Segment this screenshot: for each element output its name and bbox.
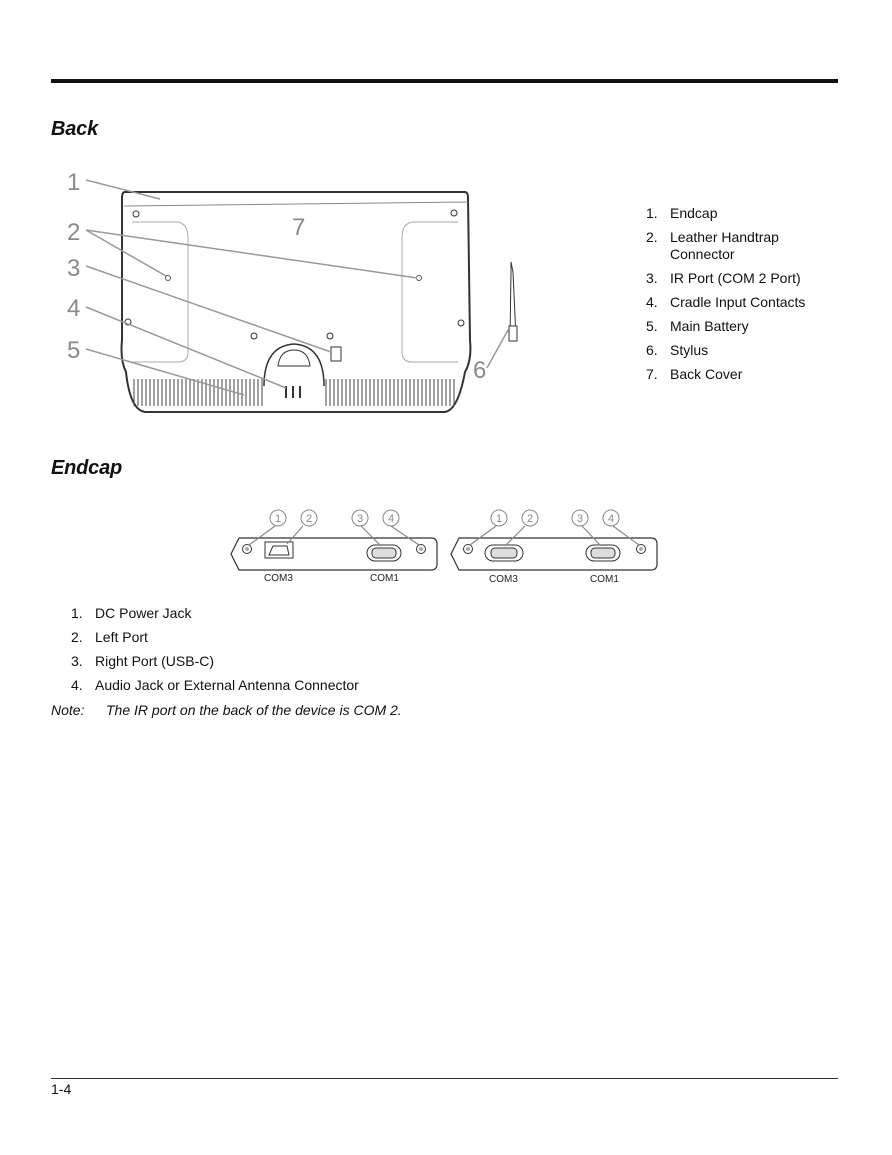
- audio-jack-pin: [639, 547, 643, 551]
- item-label: Audio Jack or External Antenna Connector: [95, 677, 359, 693]
- note: [51, 702, 402, 718]
- item-label: Stylus: [670, 342, 709, 358]
- list-item: [646, 205, 846, 222]
- note-text: The IR port on the back of the device is COM 2.: [106, 702, 402, 718]
- item-number: 3.: [646, 270, 658, 286]
- item-label: IR Port (COM 2 Port): [670, 270, 801, 286]
- right-port-socket: [372, 548, 396, 558]
- endcap-parts-list: [71, 605, 571, 701]
- audio-jack-pin: [419, 547, 423, 551]
- callout-5: 5: [67, 337, 81, 364]
- dc-power-jack-pin: [245, 547, 249, 551]
- back-view-diagram: [50, 160, 520, 420]
- callout-1: 1: [67, 169, 81, 196]
- item-label: Left Port: [95, 629, 148, 645]
- item-number: 3.: [71, 653, 83, 669]
- item-number: 1.: [71, 605, 83, 621]
- callout-circles: [491, 510, 619, 526]
- callout-1: 1: [274, 513, 282, 525]
- list-item: [71, 605, 571, 622]
- endcap-diagram: [225, 500, 665, 590]
- back-heading: Back: [51, 118, 99, 140]
- ir-port: [331, 347, 341, 361]
- stylus-cap: [509, 326, 517, 341]
- list-item: [646, 229, 846, 263]
- left-port: [265, 542, 293, 558]
- handstrap-connector-right: [417, 276, 422, 281]
- list-item: [646, 318, 846, 335]
- callout-3: 3: [67, 255, 81, 282]
- item-number: 2.: [646, 229, 658, 245]
- item-label: Right Port (USB-C): [95, 653, 215, 669]
- item-label: Back Cover: [670, 366, 743, 382]
- com1-label: COM1: [370, 573, 399, 584]
- callout-2: 2: [526, 513, 534, 525]
- endcap-heading: Endcap: [51, 457, 123, 479]
- back-parts-list: [646, 205, 846, 390]
- list-item: [646, 294, 846, 311]
- right-port-socket: [591, 548, 615, 558]
- com3-label: COM3: [264, 573, 293, 584]
- item-number: 6.: [646, 342, 658, 358]
- item-label: Leather Handtrap Connector: [670, 229, 779, 262]
- list-item: [646, 270, 846, 287]
- item-number: 4.: [71, 677, 83, 693]
- item-label: Main Battery: [670, 318, 749, 334]
- endcap-variant-b: [451, 510, 657, 585]
- list-item: [71, 629, 571, 646]
- dc-power-jack-pin: [466, 547, 470, 551]
- list-item: [646, 342, 846, 359]
- callout-4: 4: [607, 513, 615, 525]
- callout-1: 1: [495, 513, 503, 525]
- footer-rule: [51, 1078, 838, 1079]
- callout-7: 7: [292, 214, 306, 241]
- item-number: 2.: [71, 629, 83, 645]
- list-item: [646, 366, 846, 383]
- com1-label: COM1: [590, 574, 619, 585]
- callout-3: 3: [576, 513, 584, 525]
- handstrap-connector-left: [166, 276, 171, 281]
- com3-label: COM3: [489, 574, 518, 585]
- list-item: [71, 653, 571, 670]
- endcap-body: [231, 538, 437, 570]
- callout-6: 6: [473, 357, 487, 384]
- endcap-body: [451, 538, 657, 570]
- item-number: 7.: [646, 366, 658, 382]
- callout-4: 4: [387, 513, 395, 525]
- callout-2: 2: [67, 219, 81, 246]
- list-item: [71, 677, 571, 694]
- left-port-socket: [491, 548, 517, 558]
- callout-4: 4: [67, 295, 81, 322]
- callout-circles: [270, 510, 399, 526]
- note-label: Note:: [51, 702, 85, 718]
- item-label: Endcap: [670, 205, 718, 221]
- endcap-variant-a: [231, 510, 437, 584]
- item-label: DC Power Jack: [95, 605, 192, 621]
- page-number: 1-4: [51, 1081, 72, 1097]
- callout-3: 3: [356, 513, 364, 525]
- item-number: 5.: [646, 318, 658, 334]
- item-number: 1.: [646, 205, 658, 221]
- header-rule: [51, 79, 838, 83]
- callout-2: 2: [305, 513, 313, 525]
- item-label: Cradle Input Contacts: [670, 294, 806, 310]
- item-number: 4.: [646, 294, 658, 310]
